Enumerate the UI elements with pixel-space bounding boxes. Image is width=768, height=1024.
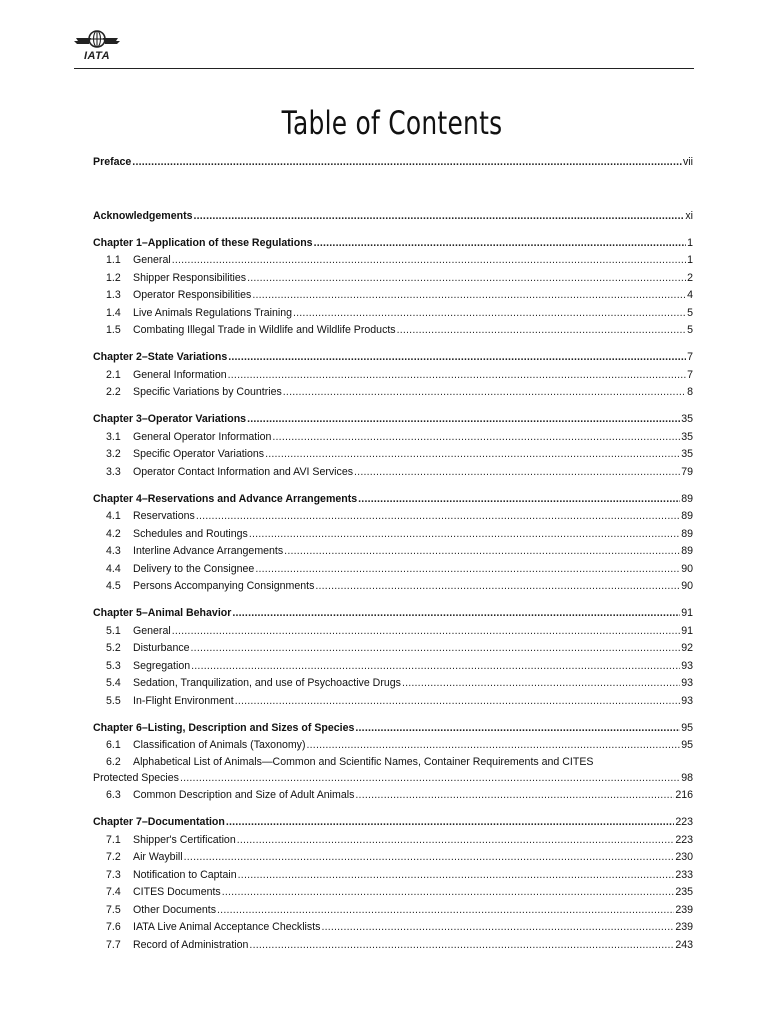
section-title: Air Waybill [133,851,183,863]
page-number: 79 [681,465,693,478]
page-number: 89 [681,510,693,522]
page-title: Table of Contents [281,104,503,142]
leader-dots [184,849,675,867]
section-number: 5.1 [106,624,121,637]
toc-entry-chapter[interactable] [93,720,693,738]
page-number: 233 [675,868,693,881]
leader-dots [249,937,674,955]
section-title: Segregation [133,659,191,672]
page-number: 1 [687,236,693,249]
spacer [93,481,693,491]
spacer [93,172,693,208]
chapter-title: Chapter 4–Reservations and Advance Arrangements [93,492,358,505]
page-number: 4 [687,289,693,301]
leader-dots [255,561,680,579]
chapter-title: Acknowledgements [93,209,193,222]
toc-entry-section[interactable] [93,937,693,955]
page-number: 89 [681,492,693,505]
toc-entry-section[interactable] [93,270,693,288]
section-number: 7.2 [106,851,121,863]
section-number: 7.7 [106,938,121,951]
section-title: General [133,254,171,266]
page-number: 230 [675,851,693,863]
section-number: 1.4 [106,306,121,319]
page-number: 90 [681,562,693,575]
page-number: 91 [681,607,693,619]
section-title: Shipper Responsibilities [133,271,247,284]
page-number: 8 [687,386,693,398]
toc-entry-section[interactable] [93,640,693,658]
spacer [93,805,693,815]
leader-dots [355,720,680,738]
section-title: Protected Species [93,771,179,784]
leader-dots [252,287,686,305]
leader-dots [272,429,680,447]
header-rule [74,68,694,69]
toc-entry-chapter[interactable] [93,411,693,429]
leader-dots [283,384,686,402]
toc-entry-section[interactable] [93,658,693,676]
chapter-title: Chapter 7–Documentation [93,816,225,828]
section-title: Specific Variations by Countries [133,386,282,398]
page-number: 216 [675,789,693,801]
leader-dots [232,605,680,623]
section-number: 5.5 [106,694,121,707]
section-title: Persons Accompanying Consignments [133,580,315,592]
page-number: 7 [687,351,693,363]
section-number: 3.1 [106,430,121,443]
section-title: Notification to Captain [133,868,237,881]
toc-entry-chapter[interactable] [93,491,693,509]
toc-entry-section[interactable] [93,867,693,885]
toc-entry-section[interactable] [93,737,693,755]
section-title: Disturbance [133,642,190,654]
leader-dots [314,235,687,253]
leader-dots [265,446,680,464]
section-title: Operator Contact Information and AVI Services [133,465,354,478]
page-number: 95 [681,721,693,734]
section-title: Common Description and Size of Adult Animals [133,789,355,801]
section-number: 4.1 [106,510,121,522]
page-number: 91 [681,624,693,637]
chapter-title: Preface [93,156,132,168]
section-number: 3.2 [106,448,121,460]
toc-entry-section[interactable] [93,787,693,805]
toc-entry-section[interactable] [93,849,693,867]
leader-dots [228,367,686,385]
toc-entry-chapter[interactable] [93,605,693,623]
section-number: 4.4 [106,562,121,575]
leader-dots [249,526,680,544]
page-number: 89 [681,545,693,557]
section-title: Schedules and Routings [133,527,248,540]
toc-entry-section[interactable] [93,543,693,561]
chapter-title: Chapter 5–Animal Behavior [93,607,232,619]
page-number: 89 [681,527,693,540]
section-title: Sedation, Tranquilization, and use of Psychoactive Drugs [133,677,401,689]
toc-entry-chapter[interactable] [93,814,693,832]
page-number: vii [682,156,693,168]
section-title: Specific Operator Variations [133,448,265,460]
toc-entry-chapter[interactable] [93,349,693,367]
section-number: 5.4 [106,677,121,689]
toc-entry-section[interactable] [93,287,693,305]
leader-dots [315,578,680,596]
page-number: 7 [687,368,693,381]
page-number: 95 [681,739,693,751]
page-number: 243 [675,938,693,951]
page-number: 239 [675,921,693,933]
toc-entry-chapter[interactable] [93,235,693,253]
toc-entry-section[interactable] [93,832,693,850]
section-number: 7.6 [106,921,121,933]
section-title-line1: Alphabetical List of Animals—Common and Scientific Names, Container Requirements and CITES [133,755,594,768]
section-title: In-Flight Environment [133,694,234,707]
leader-dots [226,814,674,832]
section-number: 2.1 [106,368,121,381]
section-number: 7.3 [106,868,121,881]
chapter-title: Chapter 1–Application of these Regulations [93,236,313,249]
section-title: Record of Administration [133,938,249,951]
toc-entry-section[interactable] [93,508,693,526]
leader-dots [358,491,680,509]
leader-dots [132,154,682,172]
spacer [93,596,693,606]
leader-dots [354,464,680,482]
leader-dots [172,623,681,641]
section-title: CITES Documents [133,886,221,898]
section-title: General [133,624,171,637]
leader-dots [222,884,675,902]
toc-entry-section[interactable] [93,526,693,544]
section-title: Combating Illegal Trade in Wildlife and Wildlife Products [133,324,396,336]
section-title: Other Documents [133,903,217,916]
page-number: 1 [687,254,693,266]
section-title: Operator Responsibilities [133,289,252,301]
globe-wings-icon [74,28,120,52]
section-number: 1.1 [106,254,121,266]
logo-text: IATA [83,50,111,62]
spacer [93,225,693,235]
chapter-title: Chapter 3–Operator Variations [93,413,247,425]
section-number: 7.1 [106,833,121,846]
toc-entry-section[interactable] [93,919,693,937]
toc-entry-section[interactable] [93,561,693,579]
section-number: 4.5 [106,580,121,592]
toc-entry-section[interactable] [93,693,693,711]
toc-entry-acknowledgements[interactable] [93,208,693,226]
leader-dots [191,640,681,658]
section-title: Delivery to the Consignee [133,562,255,575]
leader-dots [238,867,675,885]
leader-dots [235,693,681,711]
chapter-title: Chapter 2–State Variations [93,351,228,363]
leader-dots [247,411,680,429]
leader-dots [172,252,686,270]
leader-dots [284,543,680,561]
section-title: Interline Advance Arrangements [133,545,284,557]
section-number: 5.2 [106,642,121,654]
page-number: 92 [681,642,693,654]
section-number: 4.2 [106,527,121,540]
section-title: Classification of Animals (Taxonomy) [133,739,306,751]
leader-dots [217,902,674,920]
page-number: 93 [681,677,693,689]
spacer [93,340,693,350]
iata-logo [74,28,120,62]
leader-dots [247,270,686,288]
spacer [93,402,693,412]
section-title: General Information [133,368,227,381]
section-number: 2.2 [106,386,121,398]
page-number: 98 [681,771,693,784]
page-number: 235 [675,886,693,898]
toc-entry-section[interactable] [93,464,693,482]
section-number: 7.5 [106,903,121,916]
section-number: 7.4 [106,886,121,898]
section-number: 6.1 [106,739,121,751]
toc-entry-section[interactable] [93,305,693,323]
leader-dots [194,208,685,226]
toc-entry-section[interactable] [93,902,693,920]
toc-entry-section[interactable] [93,322,693,340]
section-title: General Operator Information [133,430,272,443]
section-number: 3.3 [106,465,121,478]
leader-dots [321,919,674,937]
section-number: 4.3 [106,545,121,557]
toc-entry-section[interactable] [93,578,693,596]
page-number: 93 [681,694,693,707]
toc-entry-section[interactable] [93,770,693,788]
toc-entry-section-line1[interactable] [93,755,693,770]
section-title: Reservations [133,510,195,522]
page-number: 35 [681,413,693,425]
page-number: 35 [681,430,693,443]
section-title: Shipper's Certification [133,833,236,846]
page-header [0,0,768,70]
page-number: 223 [675,833,693,846]
spacer [93,710,693,720]
page-number: 2 [687,271,693,284]
page-number: xi [685,209,693,222]
section-number: 1.5 [106,324,121,336]
leader-dots [293,305,686,323]
page-number: 35 [681,448,693,460]
page-number: 90 [681,580,693,592]
page-number: 223 [675,816,693,828]
leader-dots [191,658,680,676]
toc-entry-section[interactable] [93,675,693,693]
toc-entry-section[interactable] [93,252,693,270]
toc-entry-section[interactable] [93,446,693,464]
leader-dots [237,832,675,850]
chapter-title: Chapter 6–Listing, Description and Sizes of Species [93,721,355,734]
toc-entry-section[interactable] [93,623,693,641]
toc-entry-section[interactable] [93,384,693,402]
leader-dots [402,675,680,693]
toc-entry-section[interactable] [93,367,693,385]
section-number: 5.3 [106,659,121,672]
toc-entry-section[interactable] [93,884,693,902]
page-number: 93 [681,659,693,672]
section-number: 6.2 [106,755,121,768]
leader-dots [355,787,674,805]
section-number: 6.3 [106,789,121,801]
leader-dots [228,349,686,367]
section-title: Live Animals Regulations Training [133,306,292,319]
toc-entry-preface[interactable] [93,154,693,172]
leader-dots [307,737,681,755]
page-number: 239 [675,903,693,916]
section-title: IATA Live Animal Acceptance Checklists [133,921,321,933]
section-number: 1.2 [106,271,121,284]
table-of-contents [93,154,693,954]
leader-dots [397,322,686,340]
toc-entry-section[interactable] [93,429,693,447]
page-number: 5 [687,324,693,336]
page-number: 5 [687,306,693,319]
leader-dots [180,770,680,788]
leader-dots [196,508,680,526]
section-number: 1.3 [106,289,121,301]
